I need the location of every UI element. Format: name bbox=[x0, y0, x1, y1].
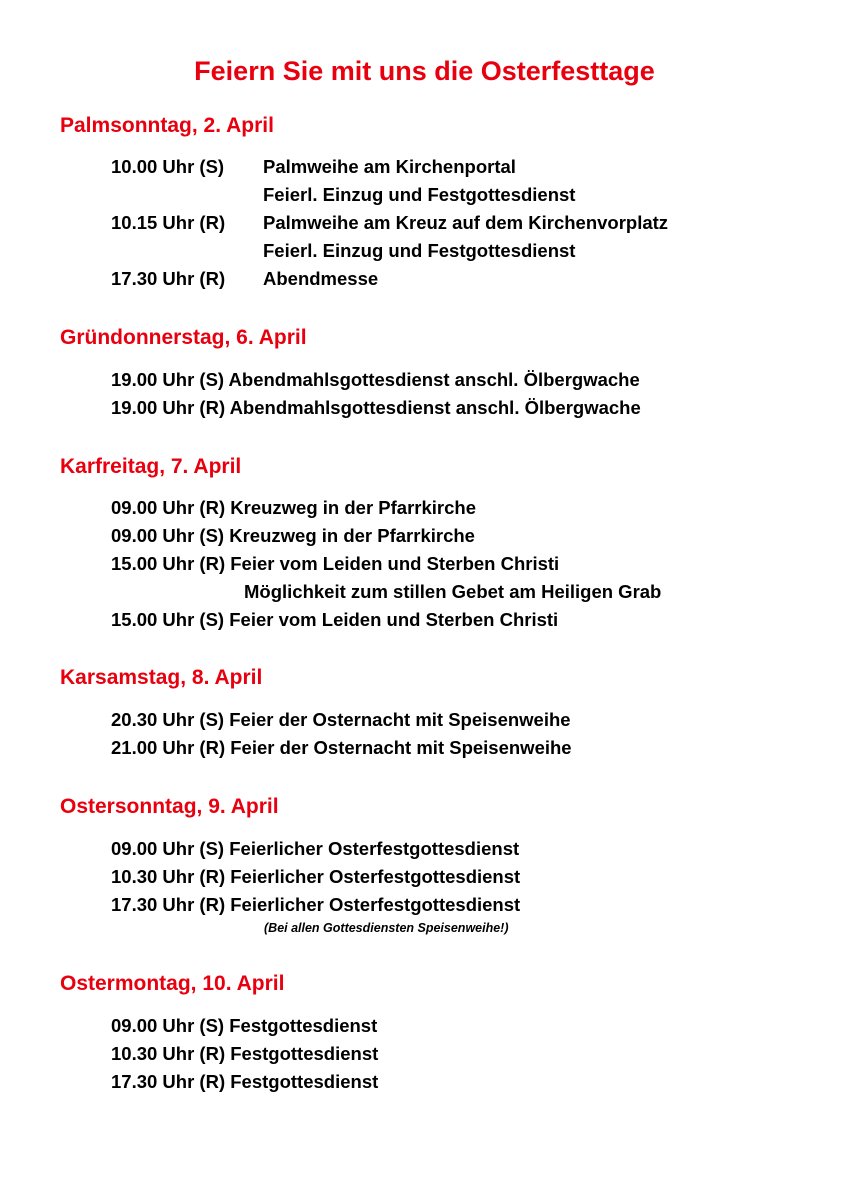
entry-line: 09.00 Uhr (S) Festgottesdienst bbox=[111, 1015, 378, 1036]
entry-time: 10.00 Uhr (S) bbox=[111, 156, 225, 177]
note-speisenweihe: (Bei allen Gottesdiensten Speisenweihe!) bbox=[264, 921, 509, 935]
entry-line: 09.00 Uhr (S) Kreuzweg in der Pfarrkirche bbox=[111, 525, 475, 546]
entry-line: 15.00 Uhr (S) Feier vom Leiden und Sterben Christi bbox=[111, 609, 559, 630]
entry-time: 10.15 Uhr (R) bbox=[111, 212, 226, 233]
entry-line: 21.00 Uhr (R) Feier der Osternacht mit Speisenweihe bbox=[111, 737, 572, 758]
entry-line: 17.30 Uhr (R) Feierlicher Osterfestgottesdienst bbox=[111, 894, 521, 915]
entry-text: Feierl. Einzug und Festgottesdienst bbox=[263, 184, 576, 205]
day-heading-karfreitag: Karfreitag, 7. April bbox=[60, 455, 242, 478]
entry-line: 20.30 Uhr (S) Feier der Osternacht mit Speisenweihe bbox=[111, 709, 571, 730]
day-heading-ostermontag: Ostermontag, 10. April bbox=[60, 972, 285, 995]
day-heading-ostersonntag: Ostersonntag, 9. April bbox=[60, 795, 279, 818]
entry-text: Feierl. Einzug und Festgottesdienst bbox=[263, 240, 576, 261]
entry-line: 10.30 Uhr (R) Feierlicher Osterfestgottesdienst bbox=[111, 866, 521, 887]
entry-text: Palmweihe am Kirchenportal bbox=[263, 156, 516, 177]
day-heading-karsamstag: Karsamstag, 8. April bbox=[60, 666, 263, 689]
entry-line: 10.30 Uhr (R) Festgottesdienst bbox=[111, 1043, 379, 1064]
entry-line: 15.00 Uhr (R) Feier vom Leiden und Sterben Christi bbox=[111, 553, 560, 574]
entry-line: 17.30 Uhr (R) Festgottesdienst bbox=[111, 1071, 379, 1092]
entry-line: 19.00 Uhr (R) Abendmahlsgottesdienst anschl. Ölbergwache bbox=[111, 397, 641, 418]
entry-line: 19.00 Uhr (S) Abendmahlsgottesdienst anschl. Ölbergwache bbox=[111, 369, 640, 390]
day-heading-gruendonnerstag: Gründonnerstag, 6. April bbox=[60, 326, 307, 349]
entry-text: Abendmesse bbox=[263, 268, 379, 289]
entry-text: Palmweihe am Kreuz auf dem Kirchenvorplatz bbox=[263, 212, 669, 233]
entry-line: 09.00 Uhr (R) Kreuzweg in der Pfarrkirche bbox=[111, 497, 476, 518]
day-heading-palmsonntag: Palmsonntag, 2. April bbox=[60, 114, 274, 137]
entry-continuation: Möglichkeit zum stillen Gebet am Heiligen Grab bbox=[244, 581, 662, 602]
entry-time: 17.30 Uhr (R) bbox=[111, 268, 226, 289]
page-title: Feiern Sie mit uns die Osterfesttage bbox=[194, 56, 655, 86]
entry-line: 09.00 Uhr (S) Feierlicher Osterfestgottesdienst bbox=[111, 838, 520, 859]
